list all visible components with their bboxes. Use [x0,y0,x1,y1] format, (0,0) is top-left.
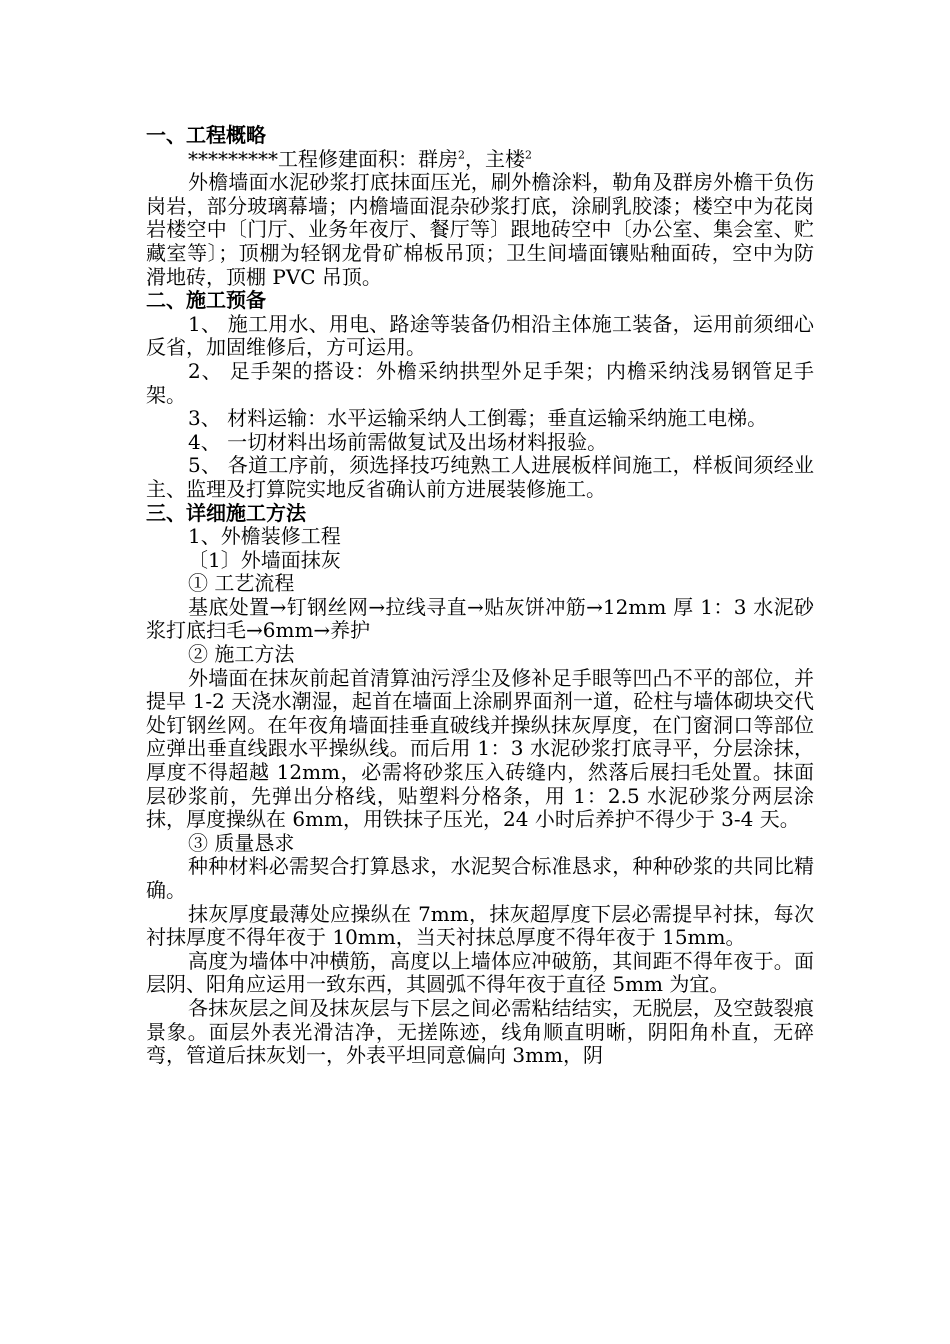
prep-item-4: 4、 一切材料出场前需做复试及出场材料报验。 [188,429,608,454]
process-paragraph: 基底处置→钉钢丝网→拉线寻直→贴灰饼冲筋→12mm 厚 1：3 水泥砂浆打底扫毛→6mm→养护 [146,594,814,643]
area-prefix: *********工程修建面积：群房 [188,146,458,171]
section-heading-3: 三、详细施工方法 [146,500,306,525]
prep-item-2: 2、 足手架的搭设：外檐采纳拱型外足手架；内檐采纳浅易钢管足手架。 [146,358,814,407]
area-line [146,148,814,172]
quality-paragraph-1: 种种材料必需契合打算恳求，水泥契合标准恳求，种种砂浆的共同比精确。 [146,854,814,902]
area-sup-1: 2 [458,147,465,161]
subheading-plaster: 〔1〕外墙面抹灰 [188,547,341,572]
subheading-process: ① 工艺流程 [188,571,295,596]
method-paragraph: 外墙面在抹灰前起首清算油污浮尘及修补足手眼等凹凸不平的部位，并提早 1-2 天浇水潮湿，起首在墙面上涂刷界面剂一道，砼柱与墙体砌块交代处钉钢丝网。在年夜角墙面挂垂直破线并操纵抹灰厚度，在门窗洞口等部位应弹出垂直线跟水平操纵线。而后用 1：3 水泥砂浆打底寻平，分层涂抹，厚度不得超越 12mm，必需将砂浆压入砖缝内，然落后展扫毛处置。抹面层砂浆前，先弹出分格线，贴塑料分格条，用 1：2.5 水泥砂浆分两层涂抹，厚度操纵在 6mm，用铁抹子压光，24 小时后养护不得少于 3-4 天。 [146,665,814,832]
subheading-quality: ③ 质量恳求 [188,830,295,855]
overview-paragraph: 外檐墙面水泥砂浆打底抹面压光，刷外檐涂料，勒角及群房外檐干负伤岗岩，部分玻璃幕墙；内檐墙面混杂砂浆打底，涂刷乳胶漆；楼空中为花岗岩楼空中〔门厅、业务年夜厅、餐厅等〕跟地砖空中〔办公室、集会室、贮藏室等〕；顶棚为轻钢龙骨矿棉板吊顶；卫生间墙面镶贴釉面砖，空中为防滑地砖，顶棚 PVC 吊顶。 [146,170,814,289]
document-page [146,124,814,1068]
prep-item-1: 1、 施工用水、用电、路途等装备仍相沿主体施工装备，运用前须细心反省，加固维修后，方可运用。 [146,311,814,360]
prep-item-3: 3、 材料运输：水平运输采纳人工倒霉；垂直运输采纳施工电梯。 [188,406,768,431]
subheading-method: ② 施工方法 [188,642,295,667]
section-heading-1: 一、工程概略 [146,123,266,147]
area-middle: ，主楼 [465,146,525,171]
section-heading-2: 二、施工预备 [146,288,266,313]
quality-paragraph-2: 抹灰厚度最薄处应操纵在 7mm，抹灰超厚度下层必需提早衬抹，每次衬抹厚度不得年夜于 10mm，当天衬抹总厚度不得年夜于 15mm。 [146,901,814,950]
quality-paragraph-3: 高度为墙体中冲横筋，高度以上墙体应冲破筋，其间距不得年夜于。面层阴、阳角应运用一致东西，其圆弧不得年夜于直径 5mm 为宜。 [146,948,814,997]
area-sup-2: 2 [525,147,532,161]
quality-paragraph-4: 各抹灰层之间及抹灰层与下层之间必需粘结结实，无脱层，及空鼓裂痕景象。面层外表光滑洁净，无搓陈迹，线角顺直明晰，阴阳角朴直，无碎弯，管道后抹灰划一，外表平坦同意偏向 3mm，阴 [146,995,814,1068]
subheading-exterior: 1、外檐装修工程 [188,524,341,549]
prep-item-5: 5、 各道工序前，须选择技巧纯熟工人进展板样间施工，样板间须经业主、监理及打算院实地反省确认前方进展装修施工。 [146,453,814,501]
